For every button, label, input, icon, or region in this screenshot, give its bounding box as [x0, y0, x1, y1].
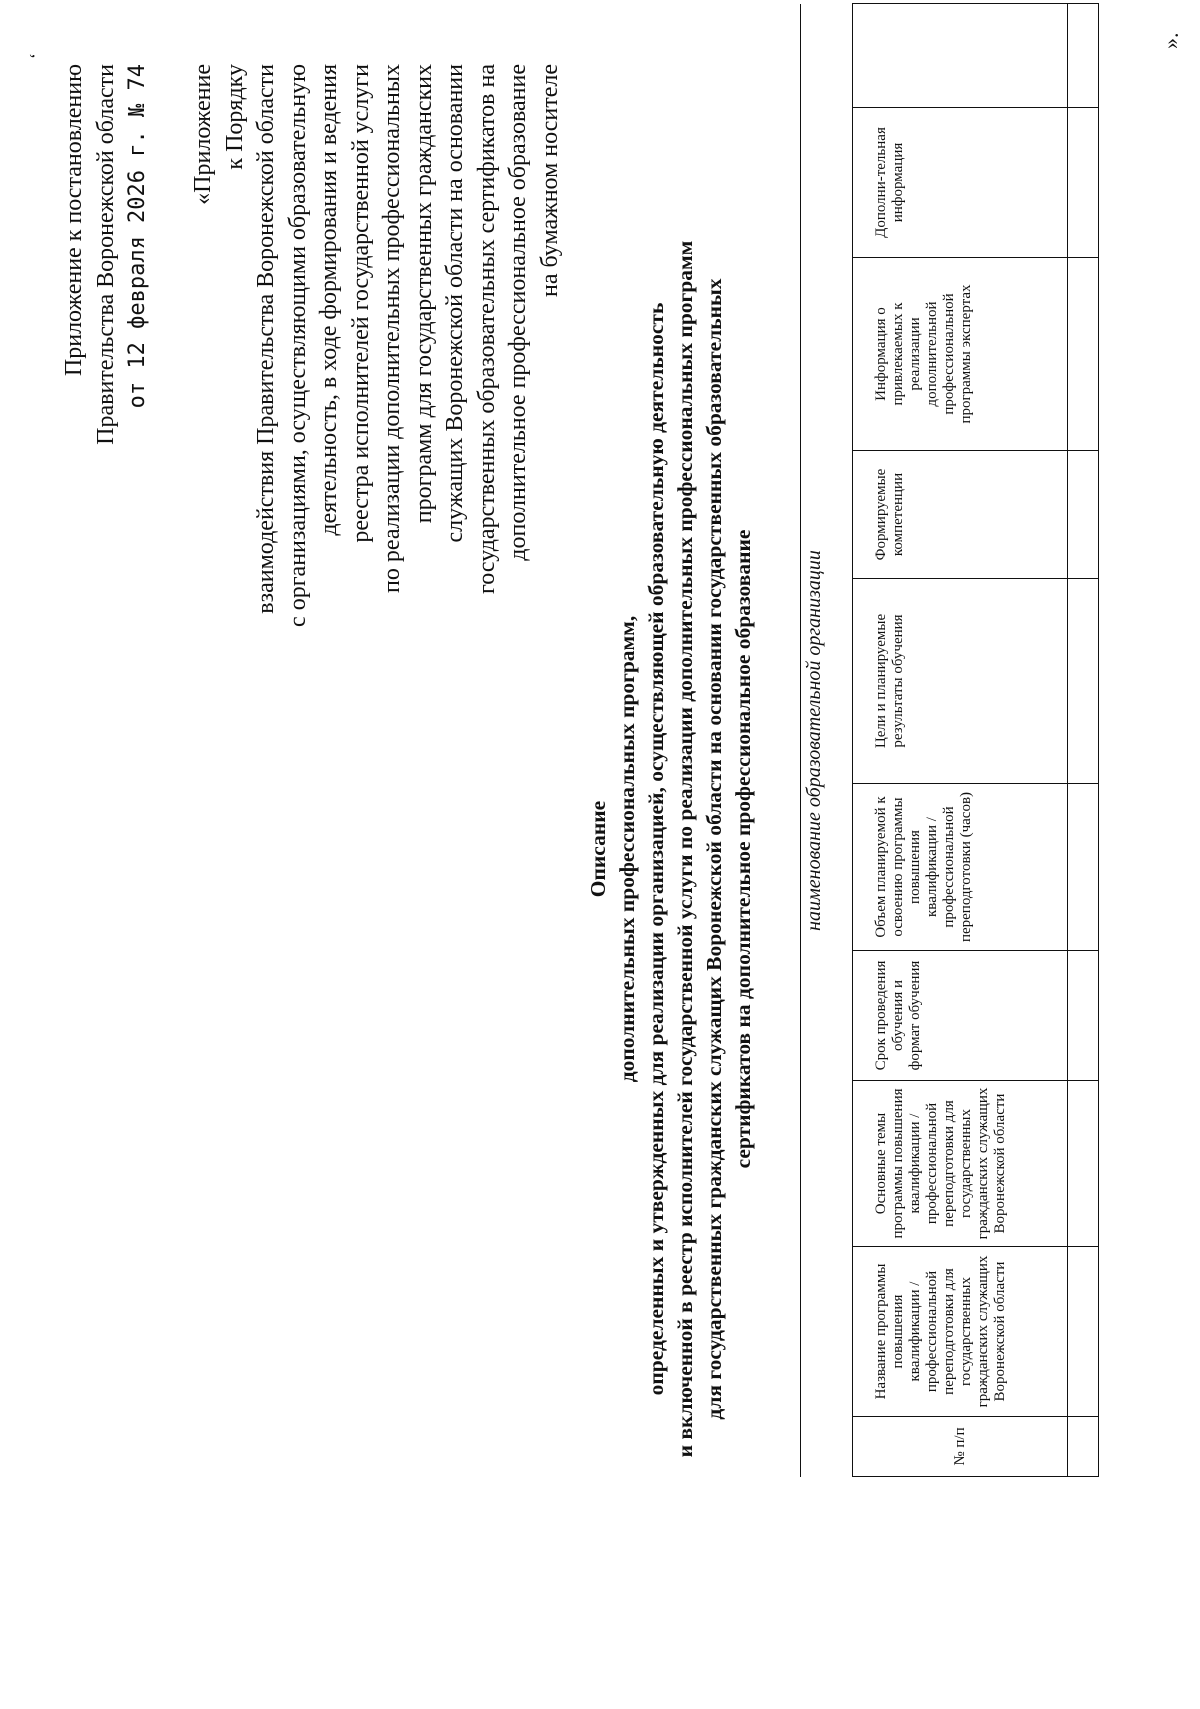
header-main-topics: Основные темы программы повышения квалификации / профессиональной переподготовки для государственных гражданских служащих Воронежской области [853, 1081, 1068, 1247]
table-cell [1068, 1417, 1099, 1477]
poryadok-line-8: программ для государственных гражданских [410, 64, 437, 524]
title-line-3: определенных и утвержденных для реализации организацией, осуществляющей образовательную деятельность [644, 302, 668, 1396]
appendix-line-1: Приложение к постановлению [61, 64, 87, 377]
header-additional-info: Дополни-тельная информация [853, 108, 1068, 258]
organization-name-line [800, 4, 801, 1477]
title-line-1: Описание [586, 800, 610, 898]
table-cell [1068, 1081, 1099, 1247]
table-cell [1068, 784, 1099, 951]
poryadok-line-7: по реализации дополнительных профессиональных [379, 64, 405, 593]
poryadok-line-9: служащих Воронежской области на основании [442, 64, 468, 543]
document-title [584, 29, 758, 1669]
poryadok-line-10: государственных образовательных сертификатов на [473, 64, 500, 594]
poryadok-line-3: взаимодействия Правительства Воронежской области [253, 64, 279, 614]
poryadok-line-11: дополнительное профессиональное образование [505, 64, 531, 561]
table-cell [1068, 451, 1099, 579]
table-cell [1068, 951, 1099, 1081]
header-term-format: Срок проведения обучения и формат обучения [853, 951, 1068, 1081]
appendix-block [58, 64, 154, 445]
poryadok-line-4: с организациями, осуществляющими образовательную [284, 64, 311, 627]
closing-quote: ». [1158, 32, 1183, 49]
appendix-line-2: Правительства Воронежской области [93, 64, 119, 445]
header-number: № п/п [853, 1417, 1068, 1477]
table-cell [1068, 4, 1099, 108]
table-header-row [853, 4, 1068, 1477]
appendix-date-line: от 12 февраля 2026 г. № 74 [125, 64, 150, 409]
table-cell [1068, 1247, 1099, 1417]
poryadok-line-2: к Порядку [221, 64, 248, 170]
poryadok-line-6: реестра исполнителей государственной услуги [347, 64, 374, 543]
title-line-2: дополнительных профессиональных программ, [615, 615, 639, 1083]
table-row [1068, 4, 1099, 1477]
header-volume-hours: Объем планируемой к освоению программы повышения квалификации / профессиональной переподготовки (часов) [853, 784, 1068, 951]
table-cell [1068, 579, 1099, 784]
poryadok-line-1: «Приложение [190, 64, 216, 205]
programs-table [852, 3, 1099, 1477]
header-goals-results: Цели и планируемые результаты обучения [853, 579, 1068, 784]
title-line-6: сертификатов на дополнительное профессиональное образование [731, 529, 755, 1169]
header-experts-info: Информация о привлекаемых к реализации дополнительной профессиональной программы экспертах [853, 258, 1068, 451]
table-cell [1068, 108, 1099, 258]
title-line-5: для государственных гражданских служащих Воронежской области на основании государственных образовательных [702, 278, 726, 1420]
organization-name-caption: наименование образовательной организации [803, 550, 825, 931]
table-cell [1068, 258, 1099, 451]
title-line-4: и включенной в реестр исполнителей государственной услуги по реализации дополнительных профессиональных программ [673, 240, 697, 1458]
poryadok-line-5: деятельность, в ходе формирования и ведения [316, 64, 342, 536]
poryadok-line-12: на бумажном носителе [536, 64, 563, 298]
header-program-name: Название программы повышения квалификации / профессиональной переподготовки для государственных гражданских служащих Воронежской области [853, 1247, 1068, 1417]
header-empty [853, 4, 1068, 108]
header-competencies: Формируемые компетенции [853, 451, 1068, 579]
scan-mark: ‘ [26, 53, 46, 59]
poryadok-block [188, 64, 566, 664]
